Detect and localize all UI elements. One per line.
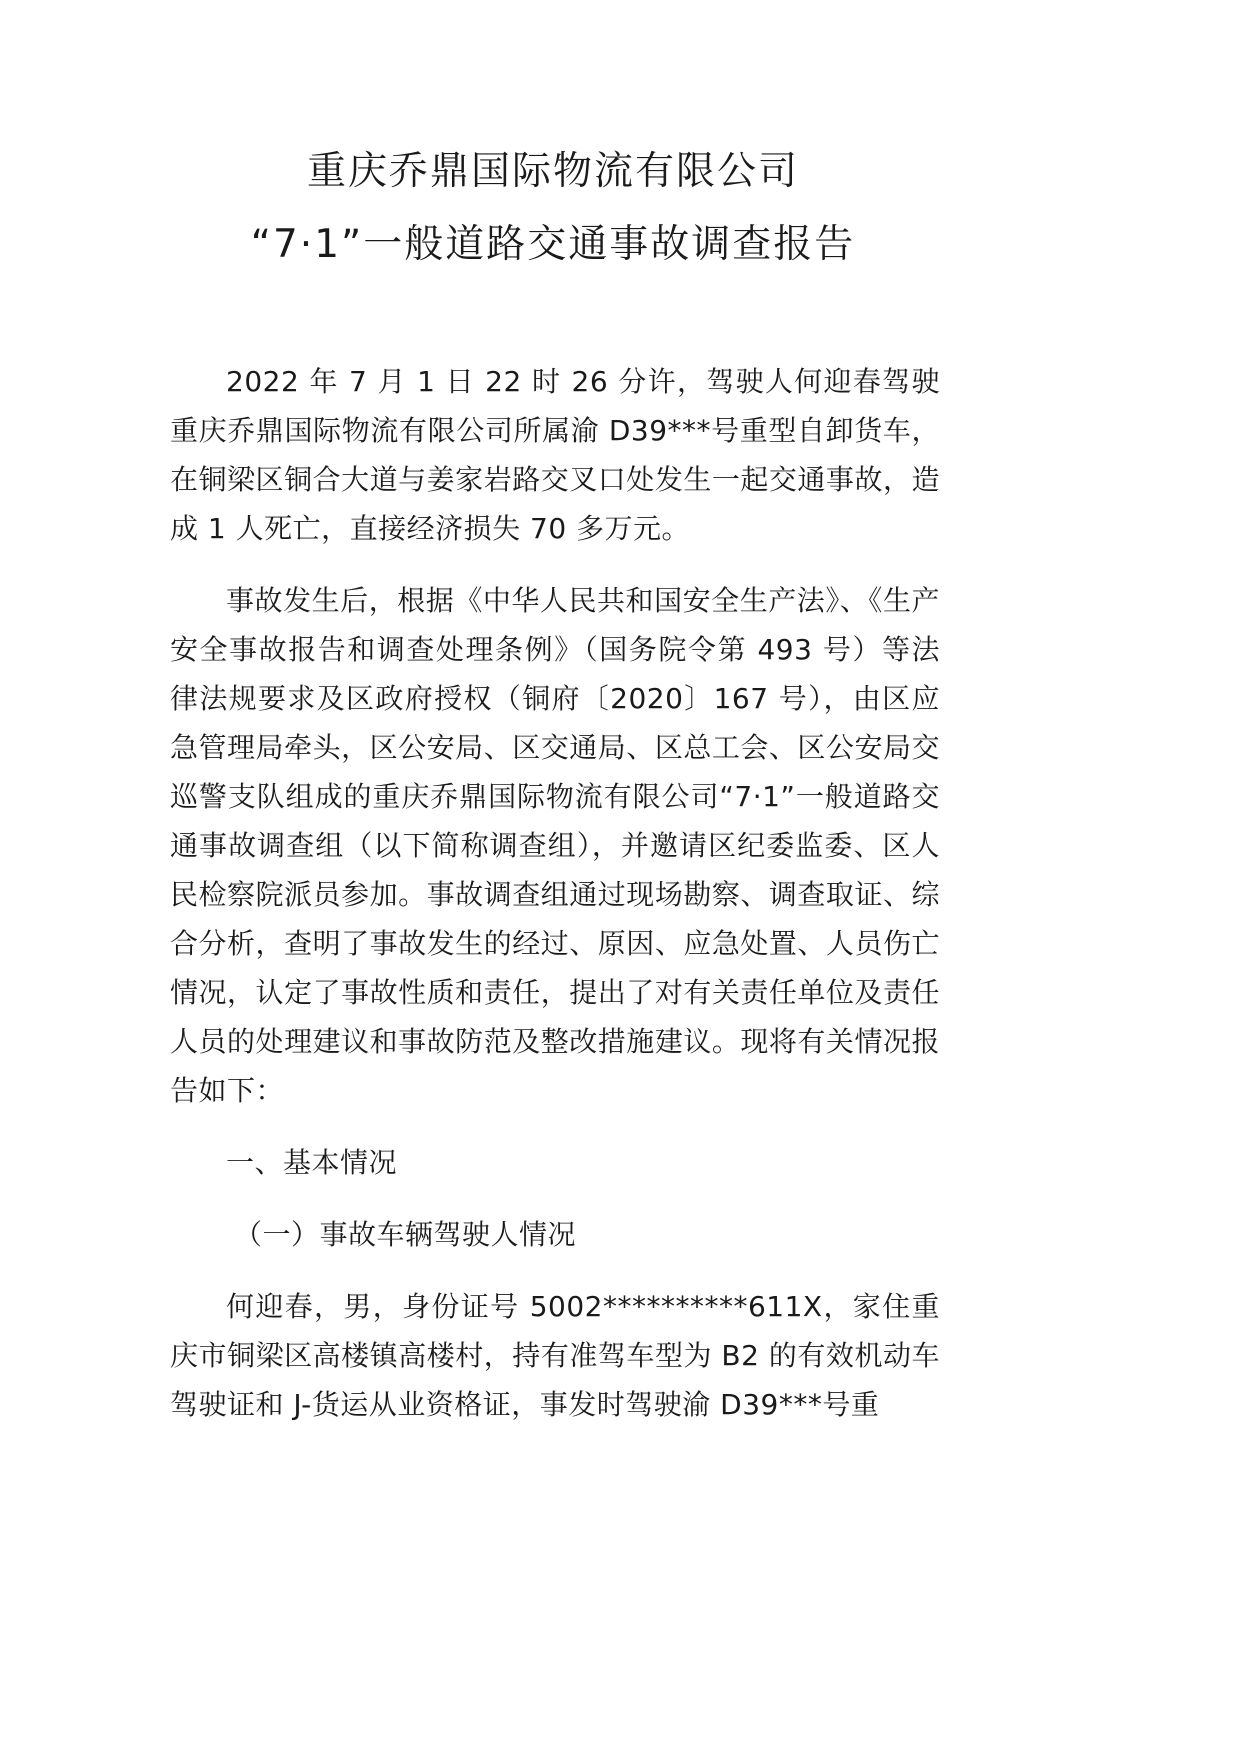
section-heading-basic-info: 一、基本情况 [226, 1146, 398, 1179]
report-title-accident: “7·1”一般道路交通事故调查报告 [250, 222, 856, 267]
subsection-heading-driver: （一）事故车辆驾驶人情况 [234, 1218, 577, 1251]
paragraph-accident-summary: 2022 年 7 月 1 日 22 时 26 分许，驾驶人何迎春驾驶重庆乔鼎国际物流有限公司所属渝 D39***号重型自卸货车，在铜梁区铜合大道与姜家岩路交叉口处发生一起交通事故，造成 1 人死亡，直接经济损失 70 多万元。 [170, 365, 940, 545]
report-title-company: 重庆乔鼎国际物流有限公司 [306, 149, 799, 194]
paragraph-investigation: 事故发生后，根据《中华人民共和国安全生产法》、《生产安全事故报告和调查处理条例》（国务院令第 493 号）等法律法规要求及区政府授权（铜府〔2020〕167 号），由区应急管理局牵头，区公安局、区交通局、区总工会、区公安局交巡警支队组成的重庆乔鼎国际物流有限公司“7·1”一般道路交通事故调查组（以下简称调查组），并邀请区纪委监委、区人民检察院派员参加。事故调查组通过现场勘察、调查取证、综合分析，查明了事故发生的经过、原因、应急处置、人员伤亡情况，认定了事故性质和责任，提出了对有关责任单位及责任人员的处理建议和事故防范及整改措施建议。现将有关情况报告如下： [170, 584, 940, 1107]
paragraph-driver-info: 何迎春，男，身份证号 5002**********611X，家住重庆市铜梁区高楼镇高楼村，持有准驾车型为 B2 的有效机动车驾驶证和 J-货运从业资格证，事发时驾驶渝 D39***号重 [170, 1290, 940, 1421]
report-body [170, 357, 940, 1452]
